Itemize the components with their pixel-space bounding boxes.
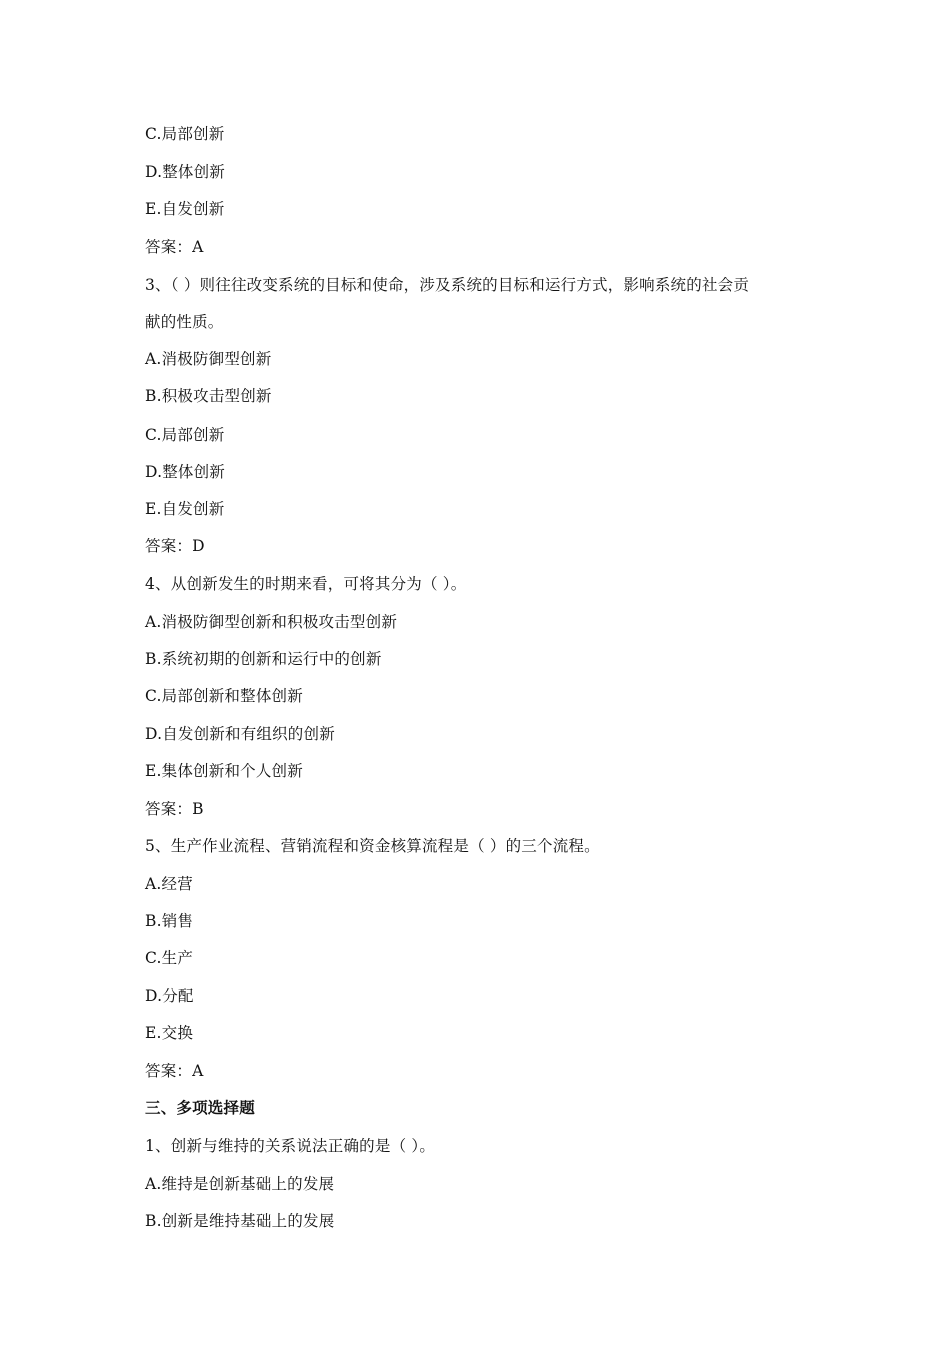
option-b: B.积极攻击型创新 [145,387,272,405]
option-e: E.自发创新 [145,200,225,218]
option-a: A.维持是创新基础上的发展 [145,1175,335,1193]
option-d: D.整体创新 [145,463,226,481]
question-5: 5、生产作业流程、营销流程和资金核算流程是（ ）的三个流程。 [145,837,600,855]
answer: 答案：D [145,537,205,555]
question-1: 1、创新与维持的关系说法正确的是（ ）。 [145,1137,436,1155]
option-d: D.自发创新和有组织的创新 [145,725,335,743]
option-a: A.消极防御型创新 [145,350,272,368]
answer: 答案：A [145,238,204,256]
option-d: D.整体创新 [145,163,226,181]
question-3-continuation: 献的性质。 [145,313,224,331]
option-e: E.集体创新和个人创新 [145,762,303,780]
option-b: B.系统初期的创新和运行中的创新 [145,650,382,668]
option-c: C.局部创新和整体创新 [145,687,303,705]
option-e: E.自发创新 [145,500,225,518]
option-c: C.局部创新 [145,125,225,143]
option-a: A.经营 [145,875,193,893]
option-b: B.销售 [145,912,194,930]
answer: 答案：B [145,800,204,818]
option-e: E.交换 [145,1024,194,1042]
option-c: C.生产 [145,949,194,967]
option-b: B.创新是维持基础上的发展 [145,1212,335,1230]
option-c: C.局部创新 [145,426,225,444]
section-heading: 三、多项选择题 [145,1098,255,1117]
option-d: D.分配 [145,987,194,1005]
answer: 答案：A [145,1062,204,1080]
option-a: A.消极防御型创新和积极攻击型创新 [145,613,398,631]
question-4: 4、从创新发生的时期来看，可将其分为（ ）。 [145,575,467,593]
question-3: 3、（ ）则往往改变系统的目标和使命，涉及系统的目标和运行方式，影响系统的社会贡 [145,276,750,294]
